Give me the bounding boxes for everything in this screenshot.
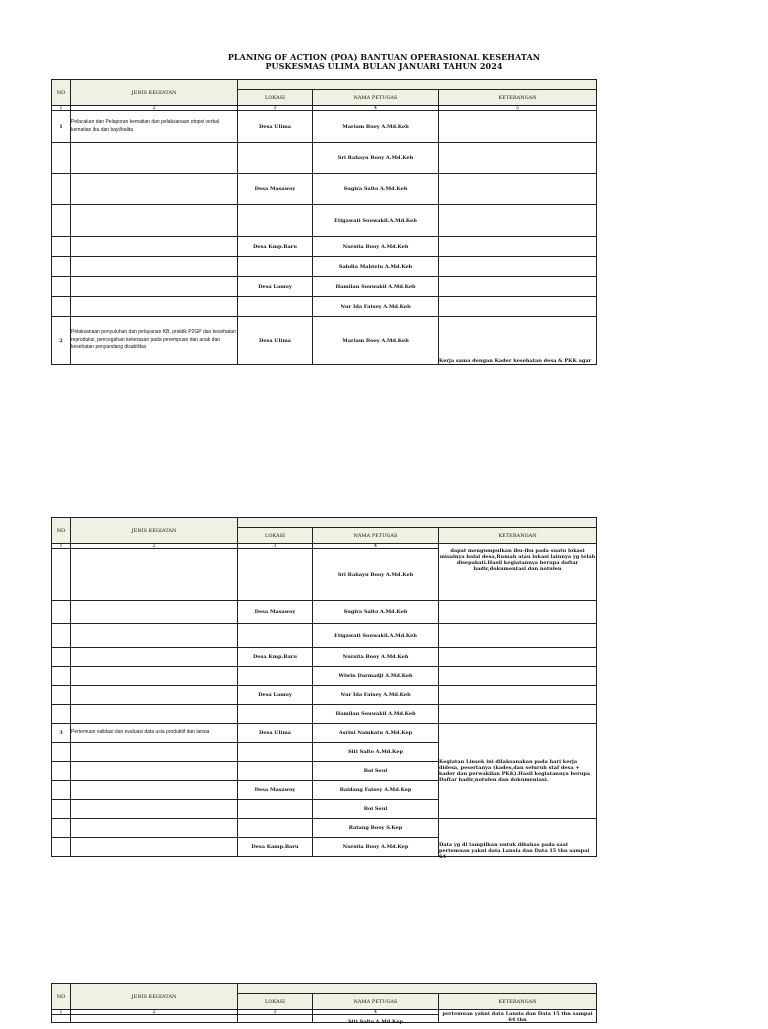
table-row <box>52 297 597 317</box>
row-number: 1 <box>52 111 71 143</box>
col-no-header: NO <box>52 984 71 1010</box>
col-no-header: NO <box>52 518 71 544</box>
officer-cell: Hamilan Souwakil A.Md.Keb <box>313 705 439 724</box>
col-keterangan-header: KETERANGAN <box>439 994 597 1010</box>
officer-cell: Nursita Booy A.Md.Keb <box>313 648 439 667</box>
table-row <box>52 205 597 237</box>
officer-cell: Wiwin Darmadji A.Md.Keb <box>313 667 439 686</box>
col-number: 1 <box>52 106 71 111</box>
location-cell: Desa Ulima <box>238 724 313 743</box>
header-band <box>238 518 597 528</box>
notes-cell <box>439 111 597 143</box>
location-cell: Desa Kamp.Baru <box>238 838 313 857</box>
col-number: 2 <box>71 106 238 111</box>
col-number: 3 <box>238 1010 313 1015</box>
table-row <box>52 257 597 277</box>
officer-cell: Nursita Booy A.Md.Kep <box>313 838 439 857</box>
officer-cell: Boi Seul <box>313 762 439 781</box>
officer-cell: Mariam Booy A.Md.Keb <box>313 111 439 143</box>
officer-cell: Siti Salto A.Md.Kep <box>313 1015 439 1023</box>
notes-cell: Kerja sama dengan Kader kesehatan desa & PKK agar <box>439 317 597 365</box>
table-row <box>52 277 597 297</box>
location-cell: Desa Masawoy <box>238 601 313 624</box>
col-lokasi-header: LOKASI <box>238 90 313 106</box>
table-row <box>52 819 597 838</box>
table-row <box>52 624 597 648</box>
location-cell: Desa Masawoy <box>238 781 313 800</box>
officer-cell: Sri Rahayu Booy A.Md.Keb <box>313 549 439 601</box>
notes-cell: dapat mengumpulkan ibu-ibu pada suatu lokasi misalnya balai desa,Rumah atau lokasi lainnya yg telah disepakati.Hasil kegiatannya berupa daftar hadir,dokumentasi dan notulen <box>439 544 597 601</box>
header-row <box>52 518 597 528</box>
row-number: 2 <box>52 317 71 365</box>
table-row <box>52 317 597 365</box>
header-band <box>238 984 597 994</box>
table-row <box>52 667 597 686</box>
table-row <box>52 174 597 205</box>
col-jenis-header: JENIS KEGIATAN <box>71 984 238 1010</box>
table-row <box>52 705 597 724</box>
notes-cell: Kegiatan Linsek ini dilaksanakan pada hari kerja didesa, pesertanya (kades,dan seluruh staf desa + kader dan perwakilan PKK).Hasil kegiatannya berupa Daftar hadir,notulen dan dokumentasi. <box>439 724 597 819</box>
report-subtitle: PUSKESMAS ULIMA BULAN JANUARI TAHUN 2024 <box>265 61 503 71</box>
officer-cell: Asrini Namkatu A.Md.Kep <box>313 724 439 743</box>
col-number: 4 <box>313 544 439 549</box>
officer-cell: Ratang Booy S.Kep <box>313 819 439 838</box>
poa-table-2 <box>51 517 597 860</box>
report-title: PLANING OF ACTION (POA) BANTUAN OPERASIONAL KESEHATAN <box>227 52 541 62</box>
location-cell: Desa Lamoy <box>238 686 313 705</box>
location-cell: Desa Kmp.Baru <box>238 237 313 257</box>
header-row <box>52 984 597 994</box>
col-number: 1 <box>52 1010 71 1015</box>
location-cell: Desa Kmp.Baru <box>238 648 313 667</box>
officer-cell: Boi Seul <box>313 800 439 819</box>
col-jenis-header: JENIS KEGIATAN <box>71 80 238 106</box>
officer-cell: Etigawati Souwakil.A.Md.Keb <box>313 205 439 237</box>
col-petugas-header: NAMA PETUGAS <box>313 528 439 544</box>
table-row <box>52 648 597 667</box>
officer-cell: Nur Ida Fatsey A.Md.Keb <box>313 297 439 317</box>
location-cell: Desa Ulima <box>238 317 313 365</box>
location-cell: Desa Lamoy <box>238 277 313 297</box>
location-cell: Desa Masawoy <box>238 174 313 205</box>
col-number: 2 <box>71 1010 238 1015</box>
col-keterangan-header: KETERANGAN <box>439 90 597 106</box>
officer-cell: Nursita Booy A.Md.Keb <box>313 237 439 257</box>
officer-cell: Sugira Salto A.Md.Keb <box>313 174 439 205</box>
officer-cell: Hamilan Souwakil A.Md.Keb <box>313 277 439 297</box>
activity-cell: Pelacakan dan Pelaporan kematian dan pelaksanaan otopsi verbal kematian ibu dan bayi/balita <box>71 111 238 143</box>
col-no-header: NO <box>52 80 71 106</box>
officer-cell: Siti Salto A.Md.Kep <box>313 743 439 762</box>
location-cell: Desa Ulima <box>238 111 313 143</box>
row-number: 3 <box>52 724 71 743</box>
col-jenis-header: JENIS KEGIATAN <box>71 518 238 544</box>
activity-cell: Pertemuan validasi dan evaluasi data usia produktif dan lansia <box>71 724 238 743</box>
notes-cell: pertemuan yakni data Lansia dan Data 15 thn sampai 64 thn <box>439 1010 597 1023</box>
col-number: 2 <box>71 544 238 549</box>
col-petugas-header: NAMA PETUGAS <box>313 90 439 106</box>
col-lokasi-header: LOKASI <box>238 994 313 1010</box>
table-row <box>52 237 597 257</box>
col-number: 4 <box>313 1010 439 1015</box>
officer-cell: Sugira Salto A.Md.Keb <box>313 601 439 624</box>
col-number: 3 <box>238 544 313 549</box>
officer-cell: Sahdia Mahtelu A.Md.Keb <box>313 257 439 277</box>
officer-cell: Baidang Fatsey A.Md.Kep <box>313 781 439 800</box>
table-row <box>52 724 597 743</box>
poa-table-1 <box>51 79 597 365</box>
table-row <box>52 686 597 705</box>
table-row <box>52 601 597 624</box>
table-row <box>52 143 597 174</box>
col-lokasi-header: LOKASI <box>238 528 313 544</box>
header-band <box>238 80 597 90</box>
activity-cell: Pelaksanaan penyuluhan dan pelayanan KB, praktik P2GP dan kesehatan reproduksi, pencegahan kekerasan pada perempuan dan anak dan kesehatan penyandang disabilitas <box>71 317 238 365</box>
col-number: 3 <box>238 106 313 111</box>
officer-cell: Nur Ida Fatsey A.Md.Keb <box>313 686 439 705</box>
col-number: 1 <box>52 544 71 549</box>
poa-table-3 <box>51 983 597 1023</box>
officer-cell: Mariam Booy A.Md.Keb <box>313 317 439 365</box>
col-petugas-header: NAMA PETUGAS <box>313 994 439 1010</box>
col-keterangan-header: KETERANGAN <box>439 528 597 544</box>
officer-cell: Etigawati Souwakil.A.Md.Keb <box>313 624 439 648</box>
col-number: 5 <box>439 106 597 111</box>
col-number: 4 <box>313 106 439 111</box>
notes-cell: Data yg di tampilkan untuk dibahas pada saat pertemuan yakni data Lansia dan Data 15 thn sampai 64 <box>439 819 597 857</box>
table-row <box>52 111 597 143</box>
officer-cell: Sri Rahayu Booy A.Md.Keb <box>313 143 439 174</box>
header-row <box>52 80 597 90</box>
